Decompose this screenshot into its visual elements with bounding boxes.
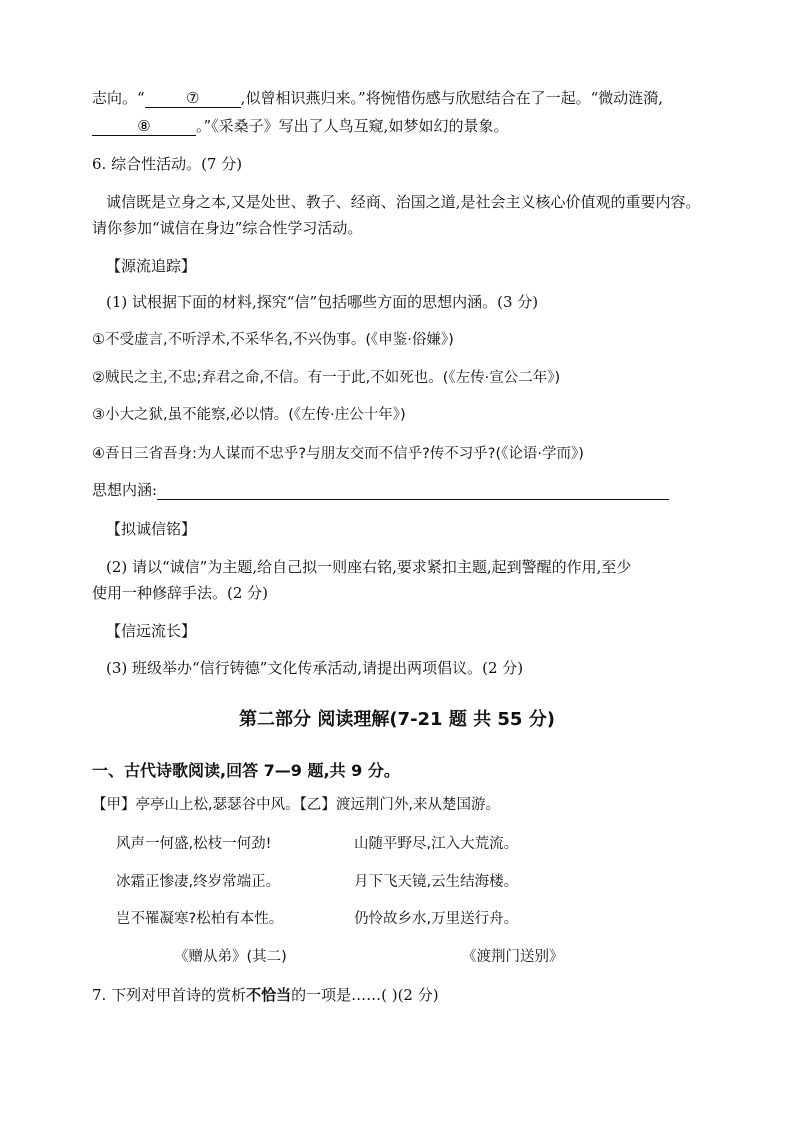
material-1: ①不受虚言,不听浮术,不采华名,不兴伪事。(《申鉴·俗嫌》): [92, 332, 454, 348]
poem-jia-line: 亭亭山上松,瑟瑟谷中风。: [135, 797, 300, 813]
poetry-section-heading: 一、古代诗歌阅读,回答 7—9 题,共 9 分。: [92, 761, 400, 780]
text: 志向。“: [92, 89, 145, 107]
q6-part-2b: 使用一种修辞手法。(2 分): [92, 584, 269, 602]
text: ,似曾相识燕归来。”将惋惜伤感与欣慰结合在了一起。“微动涟漪,: [240, 89, 664, 107]
q6-part-1: (1) 试根据下面的材料,探究“信”包括哪些方面的思想内涵。(3 分): [106, 293, 539, 311]
continuation-line-1: [92, 88, 663, 108]
material-2: ②贼民之主,不忠;弃君之命,不信。有一于此,不如死也。(《左传·宣公二年》): [92, 370, 561, 386]
material-4: ④吾日三省吾身:为人谋而不忠乎?与朋友交而不信乎?传不习乎?(《论语·学而》): [92, 446, 584, 462]
section-trust-tradition: 【信远流长】: [106, 622, 197, 640]
poem-jia-mark: 【甲】: [92, 797, 136, 813]
poem-row-1: [92, 795, 500, 815]
poem-yi-line: 渡远荆门外,来从楚国游。: [335, 797, 500, 813]
continuation-line-2: [92, 116, 508, 136]
blank-7[interactable]: ⑦: [145, 89, 241, 108]
poem-jia-title: 《赠从弟》(其二): [174, 949, 287, 965]
q6-part-2a: (2) 请以“诚信”为主题,给自己拟一则座右铭,要求紧扣主题,起到警醒的作用,至少: [106, 558, 632, 576]
blank-8[interactable]: ⑧: [92, 117, 196, 136]
poem-jia-line: 冰霜正惨凄,终岁常端正。: [116, 874, 281, 890]
part-2-heading: 第二部分 阅读理解(7-21 题 共 55 分): [239, 709, 555, 730]
text: 7. 下列对甲首诗的赏析: [92, 986, 247, 1004]
poem-yi-line: 仍怜故乡水,万里送行舟。: [354, 911, 519, 927]
q6-intro-2: 请你参加“诚信在身边”综合性学习活动。: [92, 219, 363, 237]
text: 的一项是……( )(2 分): [291, 986, 439, 1004]
poem-yi-line: 月下飞天镜,云生结海楼。: [354, 874, 519, 890]
poem-yi-title: 《渡荆门送别》: [462, 949, 564, 965]
answer-row: [92, 480, 669, 500]
text: 。”《采桑子》写出了人鸟互窥,如梦如幻的景象。: [196, 117, 509, 135]
poem-yi-line: 山随平野尽,江入大荒流。: [354, 836, 519, 852]
question-6-title: 6. 综合性活动。(7 分): [92, 155, 243, 173]
question-7: [92, 985, 439, 1005]
emphasis: 不恰当: [246, 986, 292, 1004]
answer-label: 思想内涵:: [92, 481, 158, 499]
material-3: ③小大之狱,虽不能察,必以情。(《左传·庄公十年》): [92, 407, 406, 423]
poem-yi-mark: 【乙】: [299, 797, 336, 813]
answer-line[interactable]: [157, 483, 669, 500]
poem-jia-line: 风声一何盛,松枝一何劲!: [116, 836, 272, 852]
poem-jia-line: 岂不罹凝寒?松柏有本性。: [116, 911, 284, 927]
section-motto: 【拟诚信铭】: [106, 520, 197, 538]
q6-intro-1: 诚信既是立身之本,又是处世、教子、经商、治国之道,是社会主义核心价值观的重要内容。: [106, 193, 701, 211]
q6-part-3: (3) 班级举办“信行铸德”文化传承活动,请提出两项倡议。(2 分): [106, 659, 524, 677]
section-source-tracing: 【源流追踪】: [106, 257, 197, 275]
